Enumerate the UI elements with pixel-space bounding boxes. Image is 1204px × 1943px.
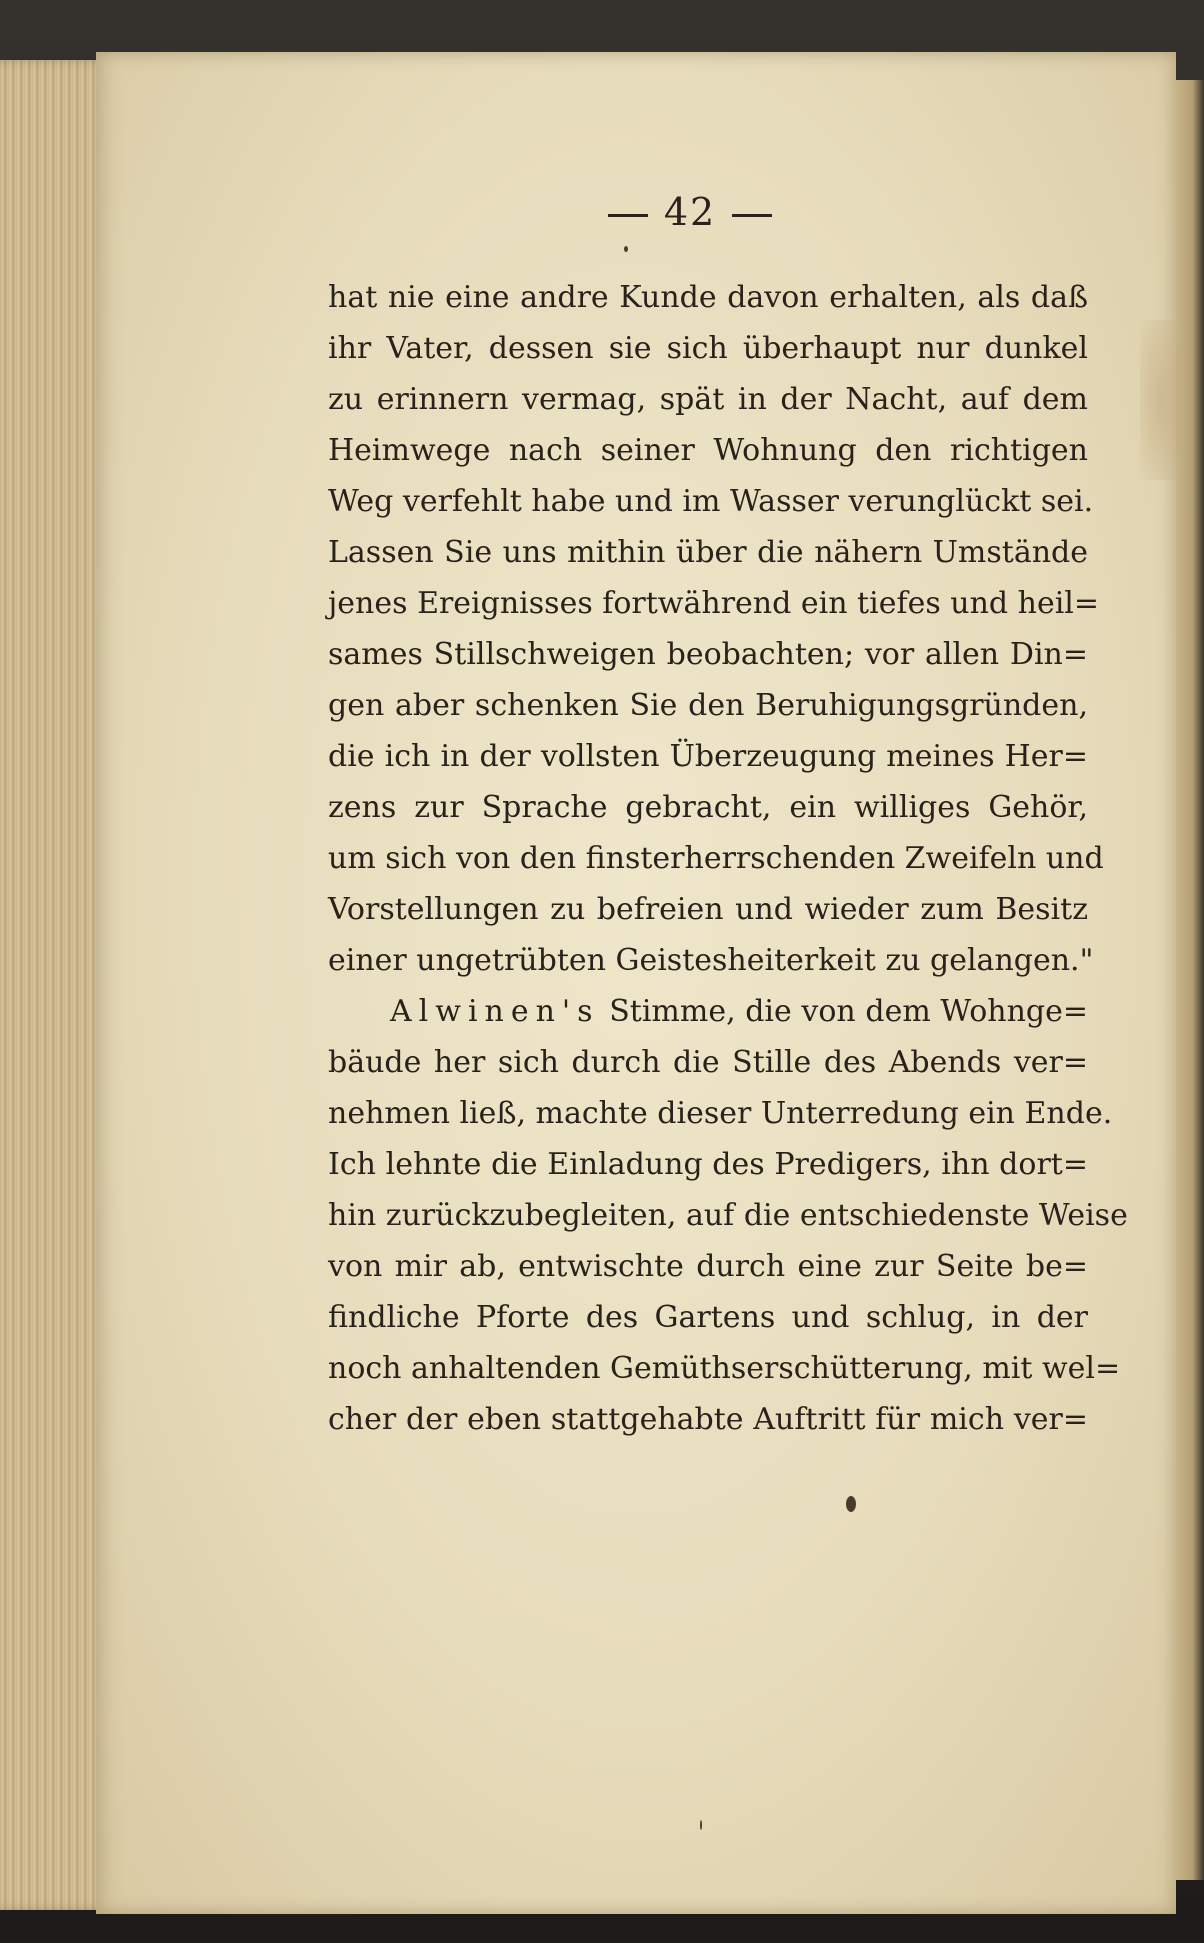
text-line: gen aber schenken Sie den Beruhigungsgründen, <box>328 688 1088 723</box>
dash-left <box>608 214 648 217</box>
text-line: von mir ab, entwischte durch eine zur Seite be= <box>328 1249 1088 1284</box>
text-line: einer ungetrübten Geistesheiterkeit zu gelangen." <box>328 943 1094 978</box>
text-line: hat nie eine andre Kunde davon erhalten, als daß <box>328 280 1088 315</box>
dash-right <box>732 214 772 217</box>
paragraph-2-first-line <box>328 986 1088 1037</box>
text-line: die ich in der vollsten Überzeugung meines Her= <box>328 739 1088 774</box>
body-text <box>328 272 1128 1445</box>
text-line: sames Stillschweigen beobachten; vor allen Din= <box>328 637 1088 672</box>
text-line: zu erinnern vermag, spät in der Nacht, auf dem <box>328 382 1088 417</box>
text-line: cher der eben stattgehabte Auftritt für mich ver= <box>328 1402 1088 1437</box>
paper-speck <box>700 1820 702 1830</box>
text-line: bäude her sich durch die Stille des Abends ver= <box>328 1045 1088 1080</box>
text-line: hin zurückzubegleiten, auf die entschiedenste Weise <box>328 1198 1128 1233</box>
spaced-name: Alwinen's <box>390 994 600 1029</box>
text-line: nehmen ließ, machte dieser Unterredung ein Ende. <box>328 1096 1113 1131</box>
text-line: Ich lehnte die Einladung des Predigers, ihn dort= <box>328 1147 1088 1182</box>
text-line: jenes Ereignisses fortwährend ein tiefes und heil= <box>328 586 1100 621</box>
text-line: ihr Vater, dessen sie sich überhaupt nur dunkel <box>328 331 1088 366</box>
text-line: Heimwege nach seiner Wohnung den richtigen <box>328 433 1088 468</box>
stacked-page-edges <box>0 60 110 1910</box>
page-number <box>560 190 820 234</box>
text-line: zens zur Sprache gebracht, ein williges Gehör, <box>328 790 1088 825</box>
text-line: um sich von den finsterherrschenden Zweifeln und <box>328 841 1104 876</box>
page-right-edge <box>1176 80 1204 1880</box>
text-line: noch anhaltenden Gemüthserschütterung, mit wel= <box>328 1351 1121 1386</box>
text-line: Weg verfehlt habe und im Wasser verunglückt sei. <box>328 484 1094 519</box>
paper-speck <box>846 1496 856 1512</box>
page-number-value: 42 <box>663 190 717 234</box>
text-line: Vorstellungen zu befreien und wieder zum Besitz <box>328 892 1088 927</box>
paper-stain <box>1140 320 1180 480</box>
paper-speck <box>624 246 628 252</box>
first-line-rest: Stimme, die von dem Wohnge= <box>609 994 1088 1029</box>
text-line: Lassen Sie uns mithin über die nähern Umstände <box>328 535 1088 570</box>
text-line: findliche Pforte des Gartens und schlug, in der <box>328 1300 1088 1335</box>
